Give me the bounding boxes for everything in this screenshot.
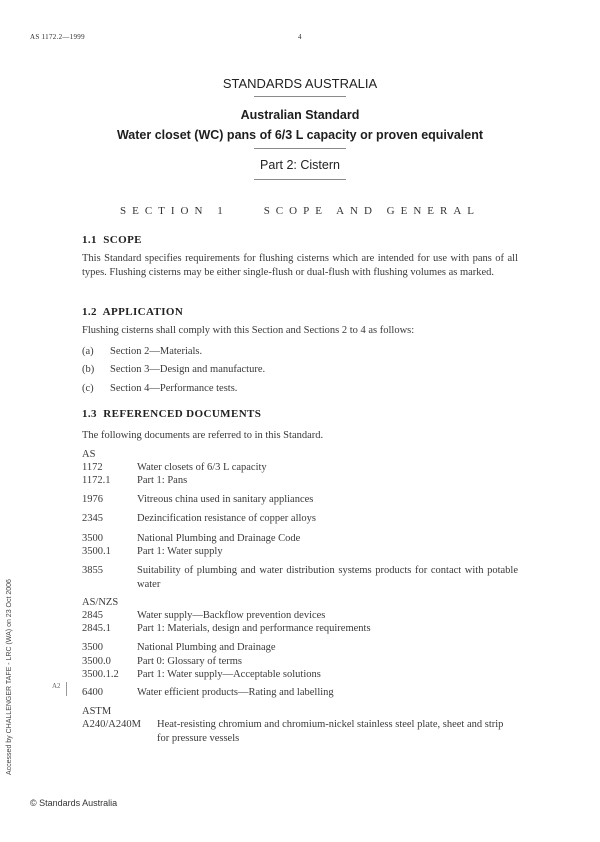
reference-code: 1172: [82, 462, 103, 473]
access-note: Accessed by CHALLENGER TAFE - LRC (WA) on 23 Oct 2006: [6, 579, 13, 775]
application-item-a-label: (a): [82, 346, 94, 357]
reference-group-as: AS: [82, 449, 96, 460]
reference-code: 2845.1: [82, 623, 111, 634]
amendment-bar: [66, 682, 67, 696]
scope-paragraph: This Standard specifies requirements for flushing cisterns which are intended for use with pans of all types. Flushing cisterns may be either single-flush or dual-flush with flushing volumes as marked.: [82, 253, 518, 278]
reference-title: Water closets of 6/3 L capacity: [137, 462, 267, 473]
reference-code: 1976: [82, 494, 103, 505]
reference-title: Part 1: Water supply—Acceptable solutions: [137, 669, 321, 680]
application-item-b-label: (b): [82, 364, 95, 375]
reference-title: Water supply—Backflow prevention devices: [137, 610, 326, 621]
reference-code: 1172.1: [82, 475, 111, 486]
reference-code: 3500: [82, 642, 103, 653]
reference-group-as-nzs: AS/NZS: [82, 597, 119, 608]
standard-type: Australian Standard: [240, 108, 360, 122]
reference-title: National Plumbing and Drainage Code: [137, 533, 301, 544]
reference-title: Water efficient products—Rating and labelling: [137, 687, 334, 698]
running-header-doc-ref: AS 1172.2—1999: [30, 33, 85, 41]
title-rule-top: [254, 96, 346, 97]
reference-title: Suitability of plumbing and water distribution systems products for contact with potable water: [137, 565, 518, 590]
reference-code: A240/A240M: [82, 719, 141, 730]
application-heading: 1.2 APPLICATION: [82, 306, 184, 318]
reference-title: Heat-resisting chromium and chromium-nickel stainless steel plate, sheet and strip for pressure vessels: [157, 719, 504, 744]
reference-code: 3500: [82, 533, 103, 544]
reference-code: 6400: [82, 687, 103, 698]
reference-group-astm: ASTM: [82, 706, 112, 717]
reference-title: Vitreous china used in sanitary appliances: [137, 494, 314, 505]
title-rule-middle: [254, 148, 346, 149]
reference-code: 2345: [82, 513, 103, 524]
reference-code: 2845: [82, 610, 103, 621]
scope-heading: 1.1 SCOPE: [82, 234, 142, 246]
page-number: 4: [298, 33, 302, 41]
reference-code: 3500.0: [82, 656, 111, 667]
organization-name: STANDARDS AUSTRALIA: [222, 76, 378, 91]
reference-code: 3855: [82, 565, 103, 576]
title-rule-bottom: [254, 179, 346, 180]
reference-title: National Plumbing and Drainage: [137, 642, 276, 653]
referenced-heading: 1.3 REFERENCED DOCUMENTS: [82, 408, 262, 420]
application-item-c: Section 4—Performance tests.: [110, 383, 238, 394]
copyright-footer: © Standards Australia: [30, 798, 118, 808]
application-item-b: Section 3—Design and manufacture.: [110, 364, 266, 375]
referenced-intro: The following documents are referred to in this Standard.: [82, 430, 324, 441]
standard-title: Water closet (WC) pans of 6/3 L capacity or proven equivalent: [116, 128, 484, 142]
section-title: SECTION 1 SCOPE AND GENERAL: [120, 205, 480, 217]
reference-title: Part 1: Water supply: [137, 546, 223, 557]
reference-title: Dezincification resistance of copper alloys: [137, 513, 317, 524]
application-item-c-label: (c): [82, 383, 94, 394]
part-title: Part 2: Cistern: [260, 158, 340, 172]
reference-code: 3500.1.2: [82, 669, 119, 680]
reference-code: 3500.1: [82, 546, 111, 557]
application-intro: Flushing cisterns shall comply with this Section and Sections 2 to 4 as follows:: [82, 325, 415, 336]
application-item-a: Section 2—Materials.: [110, 346, 203, 357]
reference-title: Part 1: Materials, design and performance requirements: [137, 623, 371, 634]
reference-title: Part 0: Glossary of terms: [137, 656, 242, 667]
amendment-mark: A2: [52, 682, 61, 690]
reference-title: Part 1: Pans: [137, 475, 188, 486]
